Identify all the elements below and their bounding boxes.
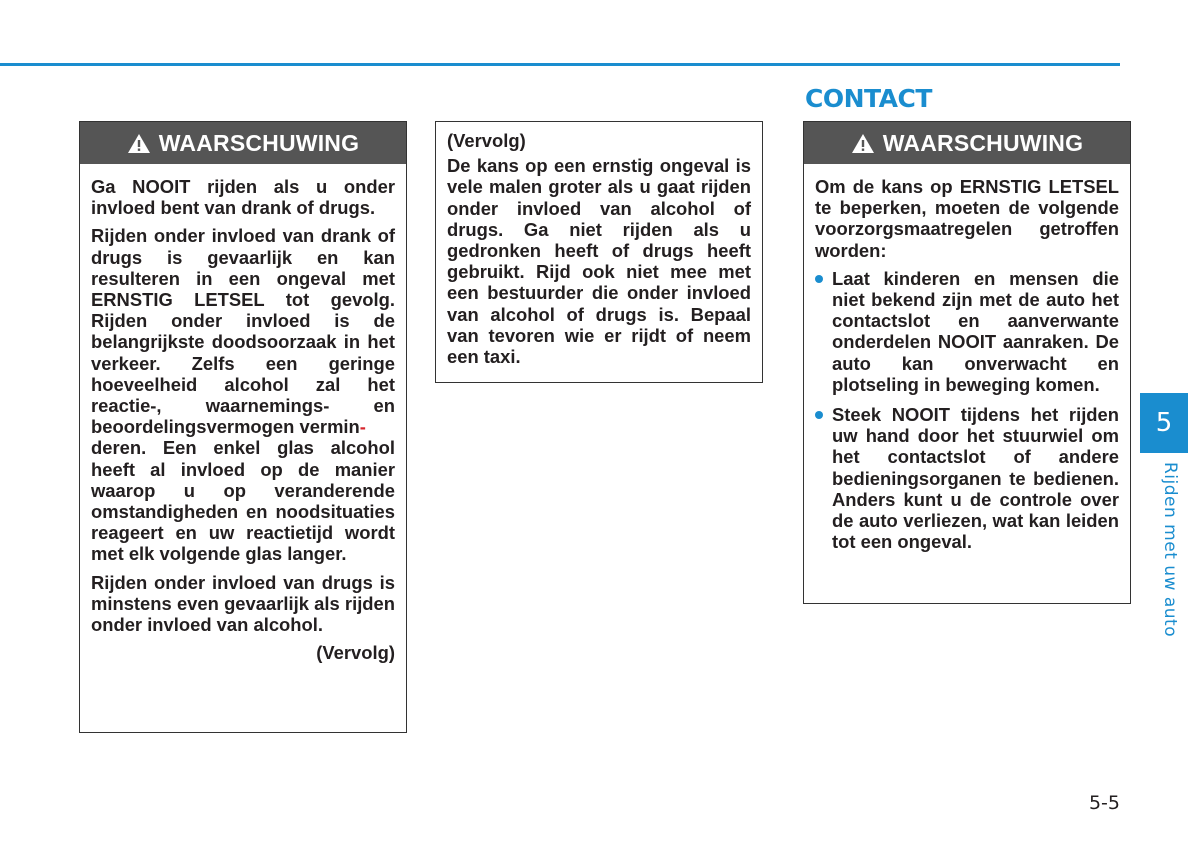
hyphen: -	[359, 416, 366, 438]
list-item-text: Steek NOOIT tijdens het rijden uw hand door het stuurwiel om het contactslot of andere bedieningsorganen te bedienen. Anders kunt u de controle over de auto verliezen, wat kan leiden tot een ongeval.	[832, 404, 1119, 553]
warning-body	[80, 164, 406, 663]
bullet-dot-icon	[815, 411, 823, 419]
bullet-dot-icon	[815, 275, 823, 283]
continued-box	[435, 121, 763, 383]
chapter-label: Rijden met uw auto	[1160, 462, 1180, 638]
paragraph: deren. Een enkel glas alcohol heeft al invloed op de manier waarop u op veranderende omstandigheden en noodsituaties reageert en uw reactietijd wordt met elk volgende glas langer.	[91, 437, 395, 565]
top-rule	[0, 63, 1120, 66]
warning-box-contact	[803, 121, 1131, 604]
list-item-text: Laat kinderen en mensen die niet bekend zijn met de auto het contactslot en aanverwante onderdelen NOOIT aanraken. De auto kan onverwacht en plotseling in beweging komen.	[832, 267, 1119, 395]
warning-triangle-icon	[851, 133, 875, 154]
paragraph: De kans op een ernstig ongeval is vele malen groter als u gaat rijden onder invloed van alcohol of drugs. Ga niet rijden als u gedronken heeft of drugs heeft gebruikt. Rijd ook niet mee met een bestuurder die onder invloed van alcohol of drugs is. Bepaal van tevoren wie er rijdt of neem een taxi.	[447, 155, 751, 368]
paragraph: Ga NOOIT rijden als u onder invloed bent van drank of drugs.	[91, 176, 395, 219]
continued-label: (Vervolg)	[447, 130, 526, 151]
paragraph	[91, 225, 395, 437]
warning-title: WAARSCHUWING	[158, 129, 360, 156]
intro-paragraph: Om de kans op ERNSTIG LETSEL te beperken, moeten de volgende voorzorgsmaatregelen getroffen worden:	[815, 176, 1119, 261]
list-item	[815, 404, 1119, 552]
warning-triangle-icon	[127, 133, 151, 154]
warning-title: WAARSCHUWING	[882, 129, 1084, 156]
list-item	[815, 268, 1119, 395]
bullet-list	[815, 268, 1119, 553]
continued-body	[436, 122, 762, 367]
warning-body	[804, 164, 1130, 552]
warning-box-alcohol	[79, 121, 407, 733]
continued-label: (Vervolg)	[316, 642, 395, 664]
warning-header	[80, 122, 406, 164]
paragraph-text: Rijden onder invloed van drank of drugs is gevaarlijk en kan resulteren in een ongeval met ERNSTIG LETSEL tot gevolg. Rijden onder invloed is de belangrijkste doodsoorzaak in het verkeer. Zelfs een geringe hoeveelheid alcohol zal het reactie-, waarnemings- en beoordelingsvermogen vermin	[91, 225, 395, 438]
warning-header	[804, 122, 1130, 164]
section-title: CONTACT	[805, 84, 932, 113]
page-number: 5-5	[1088, 792, 1120, 814]
chapter-tab: 5	[1140, 393, 1188, 453]
paragraph: Rijden onder invloed van drugs is minstens even gevaarlijk als rijden onder invloed van alcohol.	[91, 571, 395, 636]
